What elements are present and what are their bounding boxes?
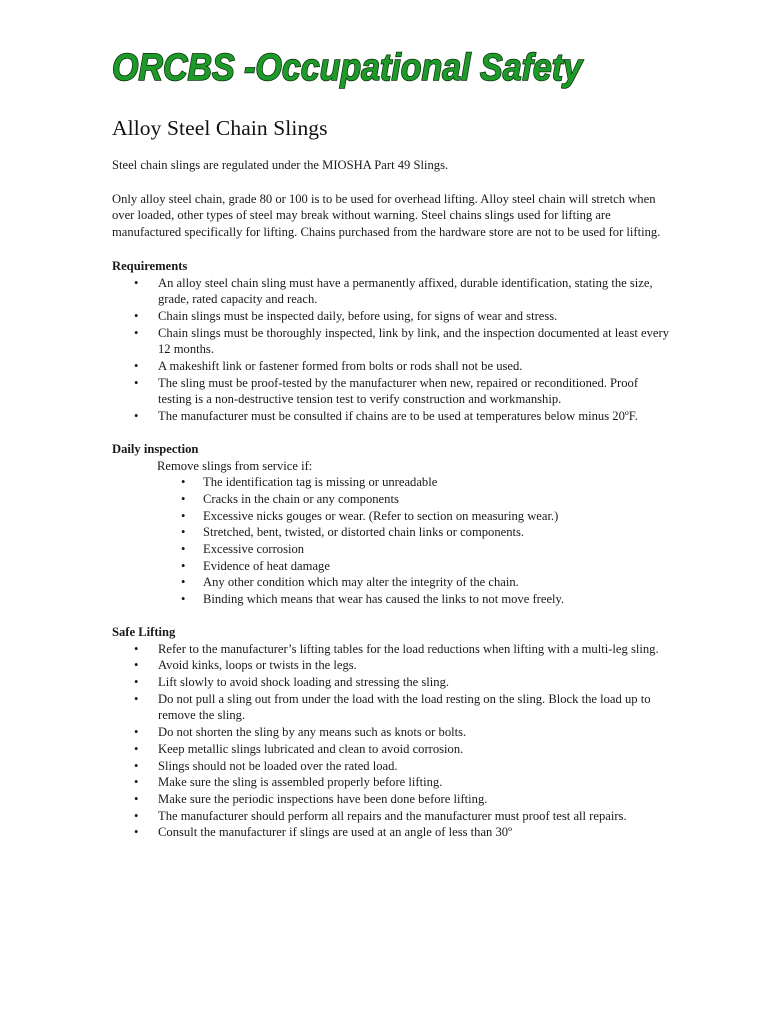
daily-inspection-intro: Remove slings from service if: — [157, 458, 313, 473]
list-item: • An alloy steel chain sling must have a permanently affixed, durable identification, stating the size, grade, rated capacity and reach. — [112, 275, 672, 308]
list-item: • Excessive nicks gouges or wear. (Refer to section on measuring wear.) — [112, 508, 672, 525]
list-item: • The identification tag is missing or unreadable — [112, 474, 672, 491]
page-title: Alloy Steel Chain Slings — [112, 116, 328, 140]
list-item: • Chain slings must be inspected daily, before using, for signs of wear and stress. — [112, 308, 672, 325]
list-item: • Chain slings must be thoroughly inspected, link by link, and the inspection documented at least every 12 months. — [112, 325, 672, 358]
list-item: • Avoid kinks, loops or twists in the legs. — [112, 657, 672, 674]
safe-lifting-heading: Safe Lifting — [112, 624, 176, 639]
list-item: • Do not pull a sling out from under the load with the load resting on the sling. Block the load up to remove the sling. — [112, 691, 672, 724]
list-item: • Lift slowly to avoid shock loading and stressing the sling. — [112, 674, 672, 691]
list-item: • Excessive corrosion — [112, 541, 672, 558]
list-item: • Refer to the manufacturer’s lifting tables for the load reductions when lifting with a multi-leg sling. — [112, 641, 672, 658]
list-item: • Stretched, bent, twisted, or distorted chain links or components. — [112, 524, 672, 541]
document-body — [112, 157, 672, 841]
orcbs-banner-logo — [108, 36, 588, 94]
requirements-heading: Requirements — [112, 258, 188, 273]
daily-inspection-heading: Daily inspection — [112, 441, 199, 456]
list-item: • The manufacturer should perform all repairs and the manufacturer must proof test all repairs. — [112, 808, 672, 825]
intro-paragraph: Steel chain slings are regulated under the MIOSHA Part 49 Slings. — [112, 158, 449, 172]
list-item: • Do not shorten the sling by any means such as knots or bolts. — [112, 724, 672, 741]
list-item: • Any other condition which may alter the integrity of the chain. — [112, 574, 672, 591]
daily-inspection-list — [112, 474, 672, 608]
safe-lifting-list — [112, 641, 672, 841]
list-item: • Cracks in the chain or any components — [112, 491, 672, 508]
requirements-list — [112, 275, 672, 425]
list-item: • A makeshift link or fastener formed from bolts or rods shall not be used. — [112, 358, 672, 375]
list-item: • Keep metallic slings lubricated and clean to avoid corrosion. — [112, 741, 672, 758]
list-item: • Make sure the sling is assembled properly before lifting. — [112, 774, 672, 791]
list-item: • Consult the manufacturer if slings are used at an angle of less than 30º — [112, 824, 672, 841]
list-item: • Binding which means that wear has caused the links to not move freely. — [112, 591, 672, 608]
list-item: • Make sure the periodic inspections have been done before lifting. — [112, 791, 672, 808]
alloy-chain-paragraph: Only alloy steel chain, grade 80 or 100 is to be used for overhead lifting. Alloy steel chain will stretch when over loaded, other types of steel may break without warning. Steel chains slings used for lifting are manufactured specifically for lifting. Chains purchased from the hardware store are not to be used for lifting. — [112, 191, 661, 240]
list-item: • Evidence of heat damage — [112, 558, 672, 575]
list-item: • Slings should not be loaded over the rated load. — [112, 758, 672, 775]
list-item: • The sling must be proof-tested by the manufacturer when new, repaired or reconditioned. Proof testing is a non-destructive tension test to verify construction and workmanship. — [112, 375, 672, 408]
list-item: • The manufacturer must be consulted if chains are to be used at temperatures below minus 20ºF. — [112, 408, 672, 425]
banner-text: ORCBS -Occupational Safety — [112, 47, 584, 89]
